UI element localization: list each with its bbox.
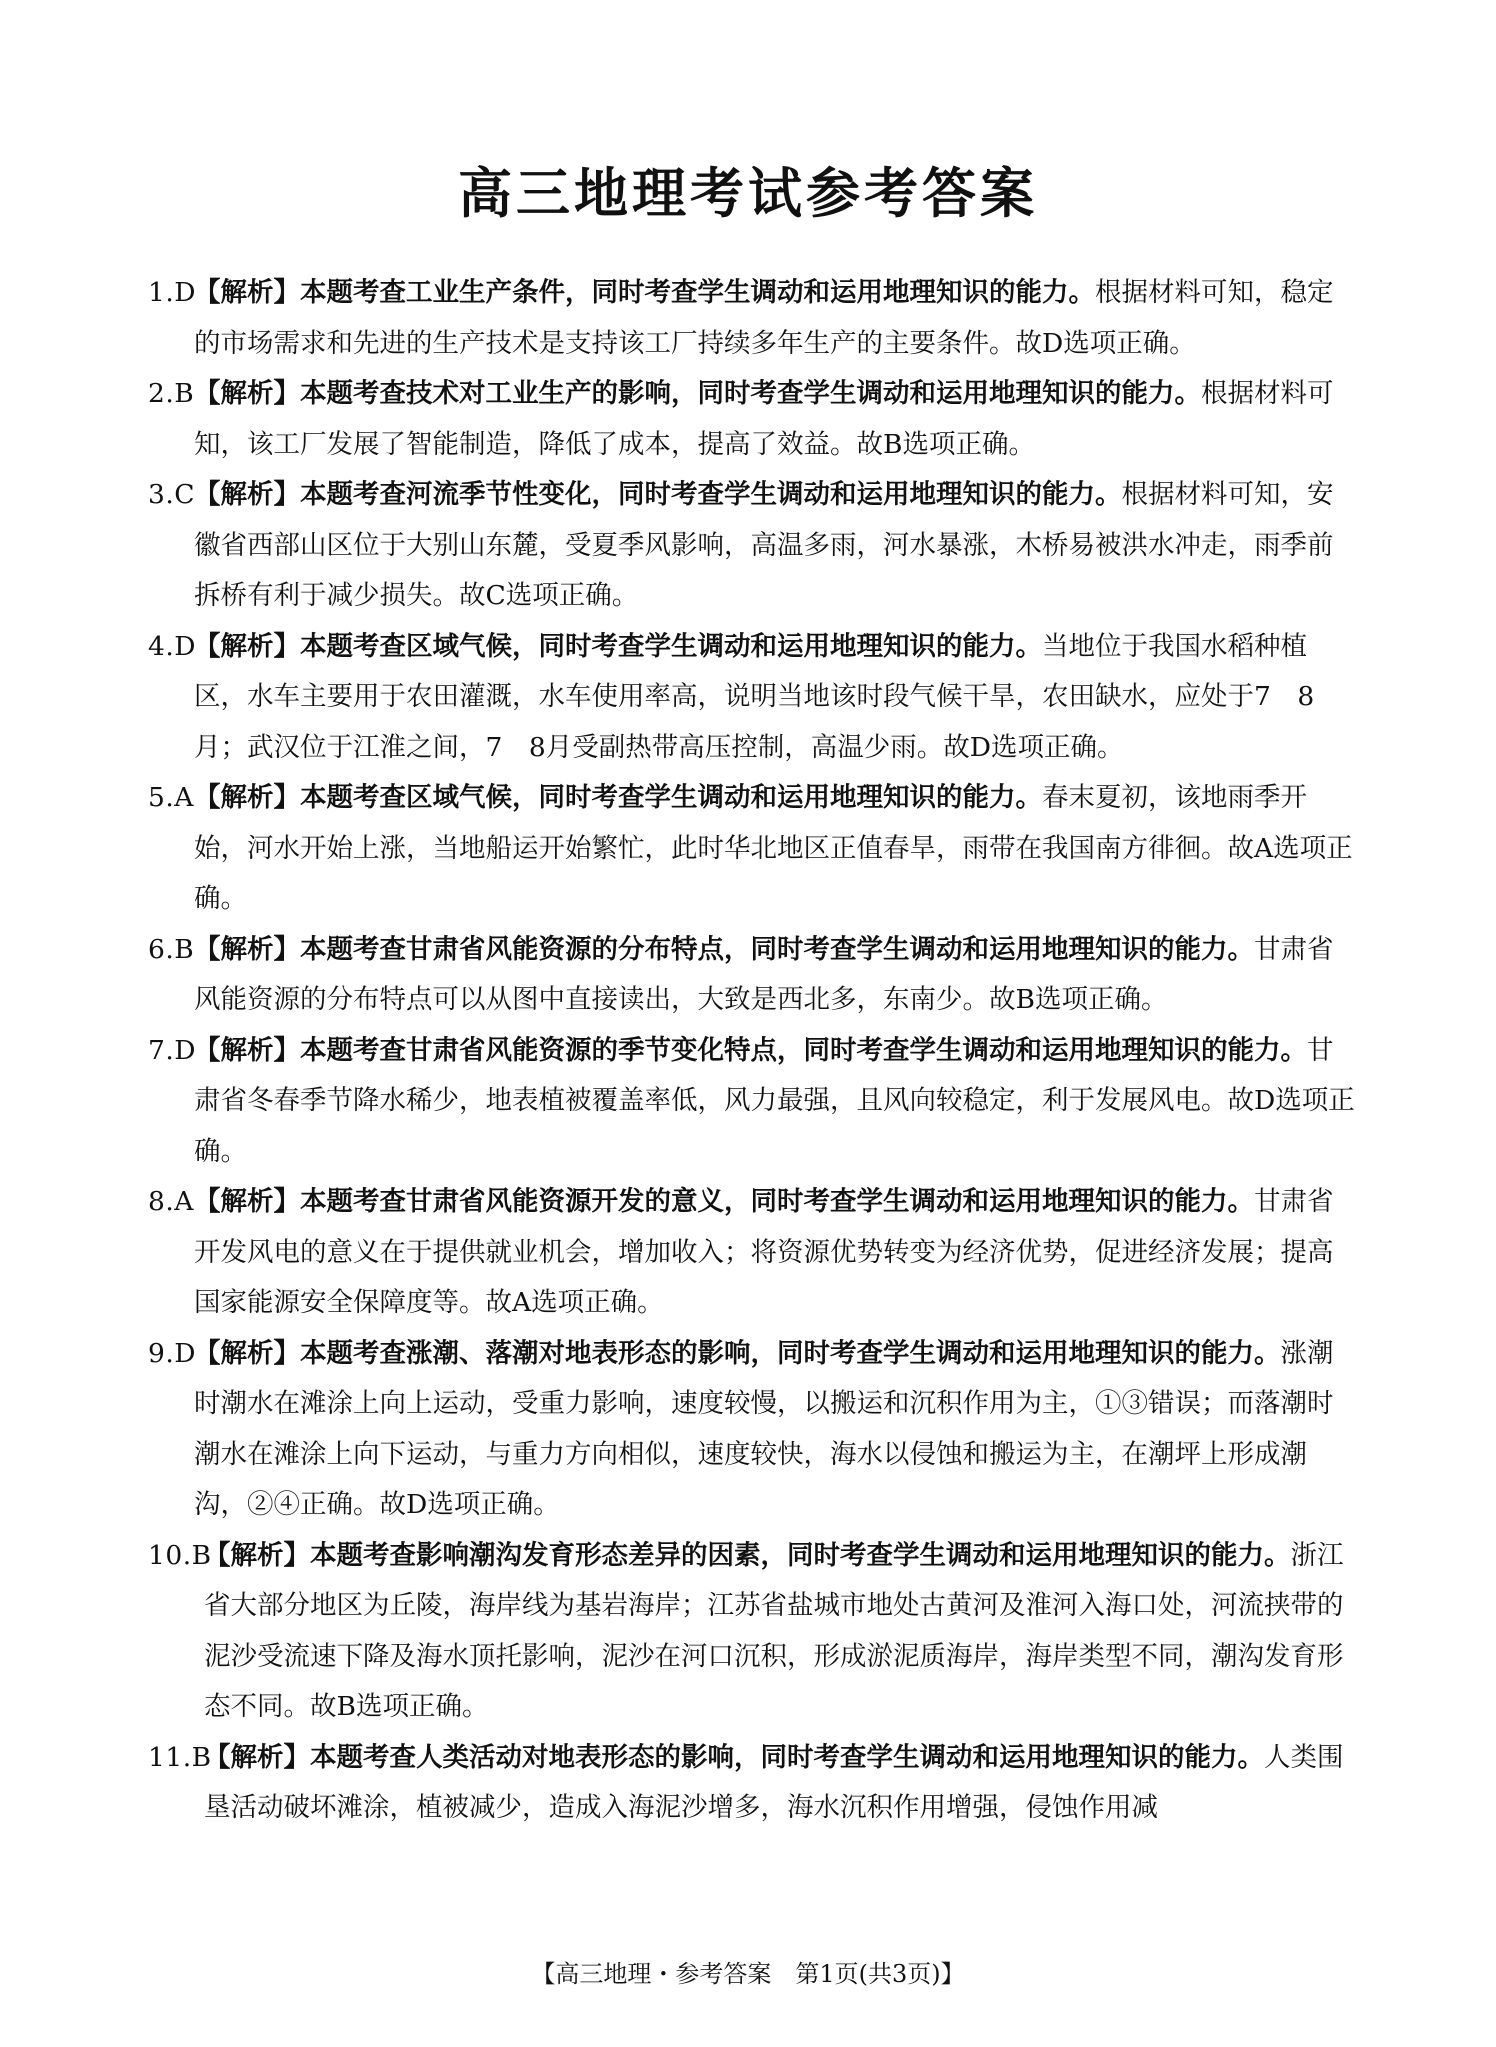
- answer-item-8: [148, 1177, 1358, 1329]
- answer-number: 4.D: [148, 630, 197, 662]
- analysis-body: 春末夏初，该地雨季开始，河水开始上涨，当地船运开始繁忙，此时华北地区正值春旱，雨带在我国南方徘徊。故A选项正确。: [194, 782, 1353, 914]
- analysis-lead: 本题考查影响潮沟发育形态差异的因素，同时考查学生调动和运用地理知识的能力。: [310, 1539, 1291, 1571]
- answer-item-3: [148, 470, 1358, 622]
- analysis-lead: 本题考查甘肃省风能资源的季节变化特点，同时考查学生调动和运用地理知识的能力。: [300, 1034, 1307, 1066]
- answer-number: 9.D: [148, 1337, 197, 1369]
- analysis-tag: 【解析】: [194, 1186, 300, 1217]
- answer-number: 11.B: [148, 1741, 212, 1773]
- analysis-lead: 本题考查区域气候，同时考查学生调动和运用地理知识的能力。: [300, 630, 1042, 662]
- analysis-body: 涨潮时潮水在滩涂上向上运动，受重力影响，速度较慢，以搬运和沉积作用为主，①③错误；而落潮时潮水在滩涂上向下运动，与重力方向相似，速度较快，海水以侵蚀和搬运为主，在潮坪上形成潮沟，②④正确。故D选项正确。: [194, 1337, 1334, 1520]
- analysis-lead: 本题考查工业生产条件，同时考查学生调动和运用地理知识的能力。: [300, 277, 1095, 308]
- analysis-body: 甘肃省风能资源的分布特点可以从图中直接读出，大致是西北多，东南少。故B选项正确。: [194, 933, 1334, 1015]
- analysis-tag: 【解析】: [194, 1034, 300, 1066]
- analysis-body: 甘肃省冬春季节降水稀少，地表植被覆盖率低，风力最强，且风向较稳定，利于发展风电。故D选项正确。: [194, 1034, 1355, 1167]
- analysis-lead: 本题考查区域气候，同时考查学生调动和运用地理知识的能力。: [300, 782, 1042, 813]
- analysis-lead: 本题考查甘肃省风能资源开发的意义，同时考查学生调动和运用地理知识的能力。: [300, 1186, 1254, 1217]
- analysis-body: 当地位于我国水稻种植区，水车主要用于农田灌溉，水车使用率高，说明当地该时段气候干旱，农田缺水，应处于7 8月；武汉位于江淮之间，7 8月受副热带高压控制，高温少雨。故D选项正确。: [194, 630, 1315, 763]
- analysis-lead: 本题考查甘肃省风能资源的分布特点，同时考查学生调动和运用地理知识的能力。: [300, 933, 1254, 965]
- analysis-body: 浙江省大部分地区为丘陵，海岸线为基岩海岸；江苏省盐城市地处古黄河及淮河入海口处，河流挟带的泥沙受流速下降及海水顶托影响，泥沙在河口沉积，形成淤泥质海岸，海岸类型不同，潮沟发育形态不同。故B选项正确。: [204, 1539, 1344, 1722]
- answer-item-2: [148, 369, 1358, 470]
- analysis-tag: 【解析】: [194, 277, 300, 308]
- answer-number: 5.A: [148, 782, 194, 813]
- answer-number: 6.B: [148, 933, 195, 965]
- analysis-tag: 【解析】: [194, 630, 300, 662]
- answer-item-1: [148, 268, 1358, 369]
- answer-item-7: [148, 1026, 1358, 1178]
- analysis-tag: 【解析】: [194, 378, 300, 409]
- answer-item-6: [148, 925, 1358, 1026]
- answer-item-10: [148, 1531, 1358, 1733]
- analysis-lead: 本题考查技术对工业生产的影响，同时考查学生调动和运用地理知识的能力。: [300, 378, 1201, 409]
- analysis-lead: 本题考查人类活动对地表形态的影响，同时考查学生调动和运用地理知识的能力。: [310, 1741, 1264, 1773]
- page-title: 高三地理考试参考答案: [458, 162, 1038, 225]
- analysis-lead: 本题考查河流季节性变化，同时考查学生调动和运用地理知识的能力。: [300, 479, 1122, 510]
- answer-number: 8.A: [148, 1186, 194, 1217]
- analysis-tag: 【解析】: [194, 1337, 300, 1369]
- answer-number: 3.C: [148, 479, 196, 510]
- analysis-body: 根据材料可知，稳定的市场需求和先进的生产技术是支持该工厂持续多年生产的主要条件。故D选项正确。: [194, 277, 1334, 359]
- answer-number: 10.B: [148, 1539, 212, 1571]
- analysis-tag: 【解析】: [204, 1539, 310, 1571]
- answer-item-5: [148, 773, 1358, 925]
- page-footer: 【高三地理・参考答案 第1页(共3页)】: [531, 1960, 965, 1988]
- answer-number: 7.D: [148, 1034, 197, 1066]
- analysis-body: 根据材料可知，该工厂发展了智能制造，降低了成本，提高了效益。故B选项正确。: [194, 378, 1334, 460]
- answer-list: [148, 268, 1358, 1834]
- analysis-tag: 【解析】: [194, 782, 300, 813]
- answer-number: 2.B: [148, 378, 195, 409]
- analysis-body: 甘肃省开发风电的意义在于提供就业机会，增加收入；将资源优势转变为经济优势，促进经济发展；提高国家能源安全保障度等。故A选项正确。: [194, 1186, 1334, 1318]
- analysis-tag: 【解析】: [194, 479, 300, 510]
- analysis-tag: 【解析】: [204, 1741, 310, 1773]
- analysis-body: 人类围垦活动破坏滩涂，植被减少，造成入海泥沙增多，海水沉积作用增强，侵蚀作用减: [204, 1741, 1344, 1823]
- analysis-lead: 本题考查涨潮、落潮对地表形态的影响，同时考查学生调动和运用地理知识的能力。: [300, 1337, 1281, 1369]
- analysis-tag: 【解析】: [194, 933, 300, 965]
- answer-number: 1.D: [148, 277, 197, 308]
- answer-item-4: [148, 622, 1358, 774]
- analysis-body: 根据材料可知，安徽省西部山区位于大别山东麓，受夏季风影响，高温多雨，河水暴涨，木桥易被洪水冲走，雨季前拆桥有利于减少损失。故C选项正确。: [194, 479, 1334, 611]
- answer-item-9: [148, 1329, 1358, 1531]
- answer-item-11: [148, 1733, 1358, 1834]
